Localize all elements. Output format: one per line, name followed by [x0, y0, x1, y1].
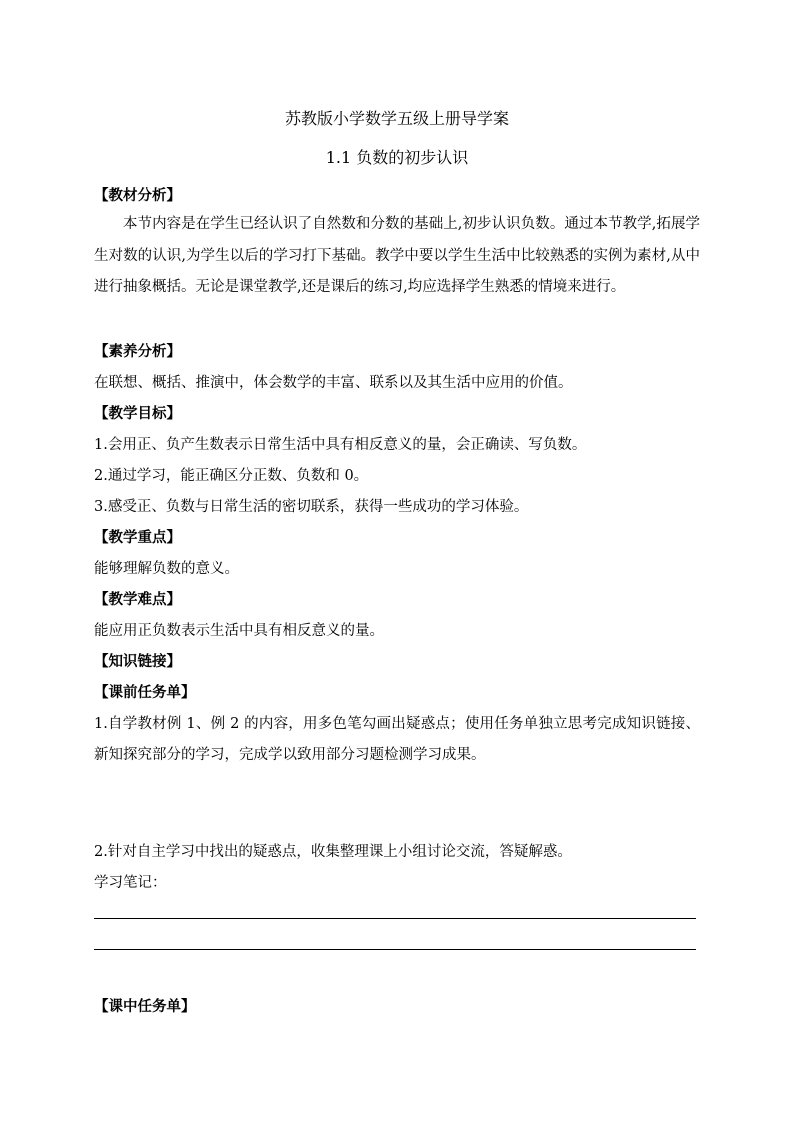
notes-writing-line-2: [94, 949, 696, 950]
knowledge-links-heading: 【知识链接】: [94, 654, 181, 670]
materials-heading: 【教材分析】: [94, 188, 181, 204]
goal-item-2: 2.通过学习，能正确区分正数、负数和 0。: [94, 468, 369, 484]
in-class-task-heading: 【课中任务单】: [94, 999, 196, 1015]
document-title: 苏教版小学数学五级上册导学案: [284, 109, 509, 128]
study-notes-label: 学习笔记：: [94, 875, 167, 891]
document-subtitle: 1.1 负数的初步认识: [325, 148, 469, 167]
goal-item-3: 3.感受正、负数与日常生活的密切联系，获得一些成功的学习体验。: [94, 499, 529, 515]
literacy-text: 在联想、概括、推演中，体会数学的丰富、联系以及其生活中应用的价值。: [94, 375, 573, 391]
key-points-text: 能够理解负数的意义。: [94, 561, 239, 577]
goal-item-1: 1.会用正、负产生数表示日常生活中具有相反意义的量，会正确读、写负数。: [94, 437, 587, 453]
literacy-heading: 【素养分析】: [94, 344, 181, 360]
materials-paragraph: 本节内容是在学生已经认识了自然数和分数的基础上,初步认识负数。通过本节教学,拓展学生对数的认识,为学生以后的学习打下基础。教学中要以学生生活中比较熟悉的实例为素材,从中进行抽象概括。无论是课堂教学,还是课后的练习,均应选择学生熟悉的情境来进行。: [94, 216, 700, 295]
pre-class-task-1: 1.自学教材例 1、例 2 的内容，用多色笔勾画出疑惑点；使用任务单独立思考完成知识链接、新知探究部分的学习，完成学以致用部分习题检测学习成果。: [94, 716, 700, 763]
difficulty-text: 能应用正负数表示生活中具有相反意义的量。: [94, 623, 384, 639]
difficulty-heading: 【教学难点】: [94, 592, 181, 608]
pre-class-task-heading: 【课前任务单】: [94, 685, 196, 701]
pre-class-task-2: 2.针对自主学习中找出的疑惑点，收集整理课上小组讨论交流，答疑解惑。: [94, 844, 572, 860]
key-points-heading: 【教学重点】: [94, 530, 181, 546]
notes-writing-line-1: [94, 918, 696, 919]
goals-heading: 【教学目标】: [94, 406, 181, 422]
